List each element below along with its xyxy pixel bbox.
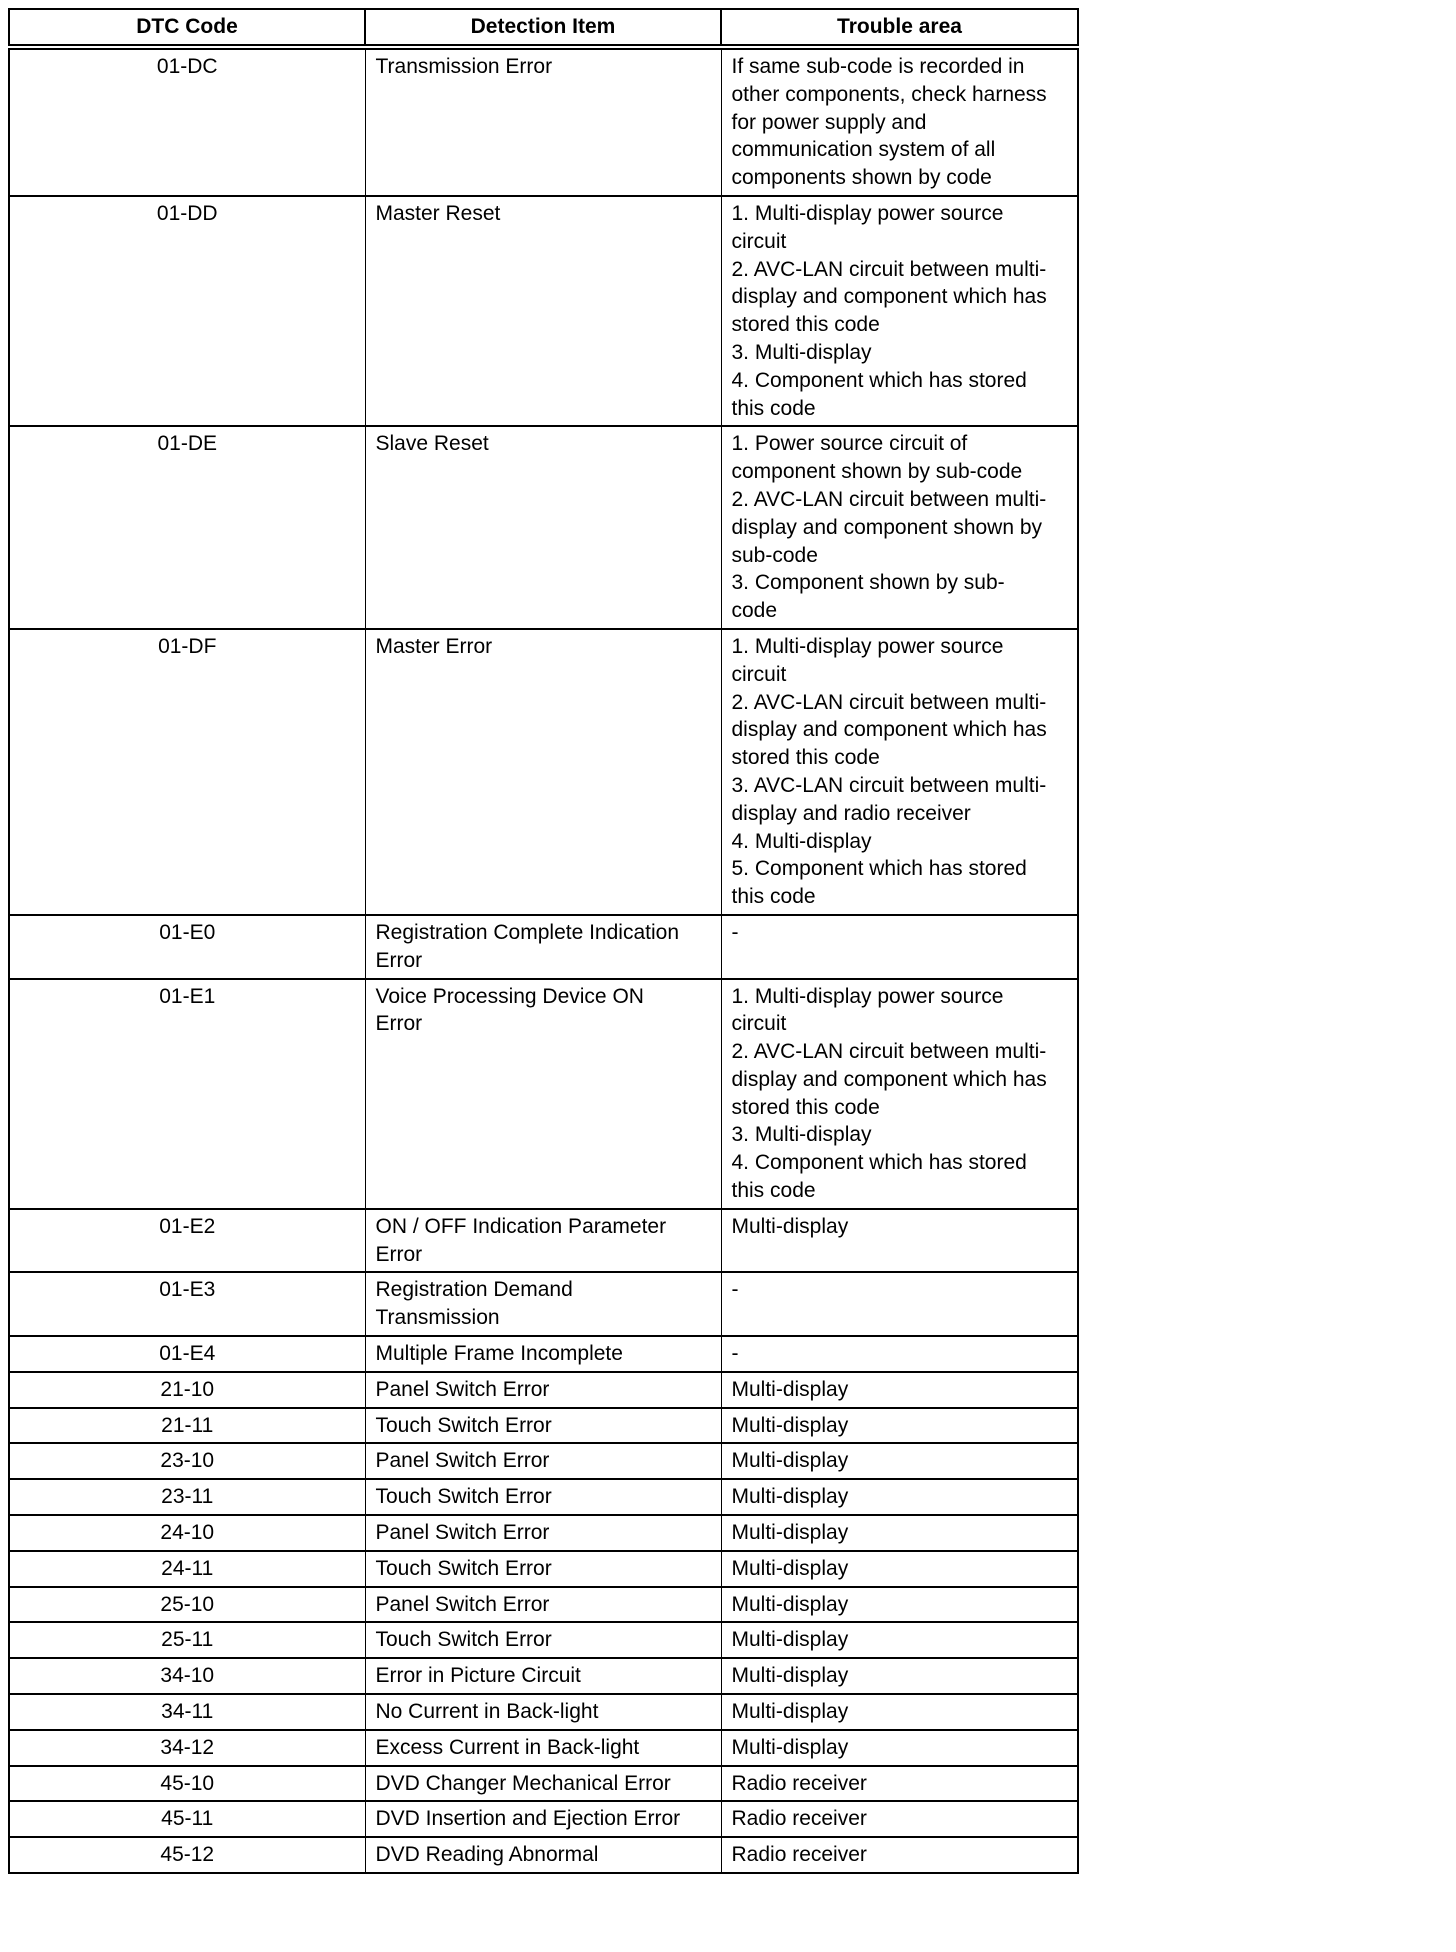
dtc-code-cell: 34-10 (9, 1658, 365, 1694)
table-row (9, 1801, 1078, 1837)
detection-item-cell: DVD Insertion and Ejection Error (365, 1801, 721, 1837)
dtc-code-cell: 34-11 (9, 1694, 365, 1730)
trouble-area-cell: - (721, 915, 1078, 979)
dtc-code-cell: 01-DD (9, 196, 365, 426)
dtc-code-cell: 01-E3 (9, 1272, 365, 1336)
table-row (9, 1272, 1078, 1336)
table-row (9, 1515, 1078, 1551)
trouble-area-cell: 1. Multi-display power source circuit 2. AVC-LAN circuit between multi- display and component which has stored this code 3. Multi-display 4. Component which has stored this code (721, 196, 1078, 426)
dtc-code-cell: 45-10 (9, 1766, 365, 1802)
dtc-code-cell: 45-11 (9, 1801, 365, 1837)
table-row (9, 629, 1078, 915)
trouble-area-cell: Multi-display (721, 1694, 1078, 1730)
detection-item-cell: Transmission Error (365, 47, 721, 196)
dtc-table (8, 8, 1079, 1874)
trouble-area-cell: Multi-display (721, 1443, 1078, 1479)
dtc-code-cell: 34-12 (9, 1730, 365, 1766)
detection-item-cell: Panel Switch Error (365, 1443, 721, 1479)
dtc-code-cell: 24-11 (9, 1551, 365, 1587)
dtc-code-cell: 45-12 (9, 1837, 365, 1873)
detection-item-cell: DVD Reading Abnormal (365, 1837, 721, 1873)
detection-item-cell: No Current in Back-light (365, 1694, 721, 1730)
table-row (9, 1443, 1078, 1479)
detection-item-cell: Touch Switch Error (365, 1622, 721, 1658)
trouble-area-cell: Radio receiver (721, 1801, 1078, 1837)
detection-item-cell: Touch Switch Error (365, 1479, 721, 1515)
dtc-code-cell: 24-10 (9, 1515, 365, 1551)
table-row (9, 1408, 1078, 1444)
detection-item-cell: Registration Complete Indication Error (365, 915, 721, 979)
dtc-code-cell: 25-10 (9, 1587, 365, 1623)
dtc-code-cell: 21-10 (9, 1372, 365, 1408)
table-row (9, 1587, 1078, 1623)
header-dtc-code: DTC Code (9, 9, 365, 47)
table-row (9, 915, 1078, 979)
table-row (9, 1372, 1078, 1408)
table-row (9, 1209, 1078, 1273)
table-row (9, 1694, 1078, 1730)
detection-item-cell: Panel Switch Error (365, 1372, 721, 1408)
detection-item-cell: Master Error (365, 629, 721, 915)
trouble-area-cell: Multi-display (721, 1479, 1078, 1515)
detection-item-cell: Multiple Frame Incomplete (365, 1336, 721, 1372)
detection-item-cell: Master Reset (365, 196, 721, 426)
trouble-area-cell: - (721, 1272, 1078, 1336)
dtc-code-cell: 01-DF (9, 629, 365, 915)
dtc-code-cell: 01-E0 (9, 915, 365, 979)
dtc-code-cell: 01-E2 (9, 1209, 365, 1273)
table-row (9, 1837, 1078, 1873)
detection-item-cell: Touch Switch Error (365, 1551, 721, 1587)
dtc-code-cell: 21-11 (9, 1408, 365, 1444)
detection-item-cell: Panel Switch Error (365, 1587, 721, 1623)
trouble-area-cell: Multi-display (721, 1658, 1078, 1694)
trouble-area-cell: 1. Multi-display power source circuit 2. AVC-LAN circuit between multi- display and component which has stored this code 3. AVC-LAN circuit between multi- display and radio receiver 4. Multi-display 5. Component which has stored this code (721, 629, 1078, 915)
header-row (9, 9, 1078, 47)
header-trouble-area: Trouble area (721, 9, 1078, 47)
table-row (9, 1551, 1078, 1587)
table-row (9, 1479, 1078, 1515)
trouble-area-cell: Multi-display (721, 1515, 1078, 1551)
trouble-area-cell: Radio receiver (721, 1766, 1078, 1802)
trouble-area-cell: If same sub-code is recorded in other components, check harness for power supply and communication system of all components shown by code (721, 47, 1078, 196)
detection-item-cell: Slave Reset (365, 426, 721, 629)
trouble-area-cell: Multi-display (721, 1408, 1078, 1444)
dtc-code-cell: 01-E1 (9, 979, 365, 1209)
table-row (9, 979, 1078, 1209)
dtc-code-cell: 01-DC (9, 47, 365, 196)
table-row (9, 196, 1078, 426)
detection-item-cell: Excess Current in Back-light (365, 1730, 721, 1766)
trouble-area-cell: 1. Multi-display power source circuit 2. AVC-LAN circuit between multi- display and component which has stored this code 3. Multi-display 4. Component which has stored this code (721, 979, 1078, 1209)
trouble-area-cell: 1. Power source circuit of component shown by sub-code 2. AVC-LAN circuit between multi- display and component shown by sub-code 3. Component shown by sub- code (721, 426, 1078, 629)
trouble-area-cell: - (721, 1336, 1078, 1372)
detection-item-cell: Touch Switch Error (365, 1408, 721, 1444)
table-row (9, 47, 1078, 196)
trouble-area-cell: Multi-display (721, 1587, 1078, 1623)
table-row (9, 1766, 1078, 1802)
table-body (9, 47, 1078, 1873)
detection-item-cell: Voice Processing Device ON Error (365, 979, 721, 1209)
table-row (9, 426, 1078, 629)
table-row (9, 1658, 1078, 1694)
dtc-code-cell: 01-E4 (9, 1336, 365, 1372)
trouble-area-cell: Multi-display (721, 1730, 1078, 1766)
detection-item-cell: Panel Switch Error (365, 1515, 721, 1551)
detection-item-cell: ON / OFF Indication Parameter Error (365, 1209, 721, 1273)
table-header (9, 9, 1078, 47)
trouble-area-cell: Multi-display (721, 1372, 1078, 1408)
dtc-code-cell: 23-10 (9, 1443, 365, 1479)
trouble-area-cell: Multi-display (721, 1551, 1078, 1587)
table-row (9, 1336, 1078, 1372)
trouble-area-cell: Radio receiver (721, 1837, 1078, 1873)
dtc-code-cell: 25-11 (9, 1622, 365, 1658)
table-row (9, 1730, 1078, 1766)
trouble-area-cell: Multi-display (721, 1209, 1078, 1273)
header-detection-item: Detection Item (365, 9, 721, 47)
dtc-code-cell: 23-11 (9, 1479, 365, 1515)
table-row (9, 1622, 1078, 1658)
trouble-area-cell: Multi-display (721, 1622, 1078, 1658)
detection-item-cell: Error in Picture Circuit (365, 1658, 721, 1694)
detection-item-cell: Registration Demand Transmission (365, 1272, 721, 1336)
detection-item-cell: DVD Changer Mechanical Error (365, 1766, 721, 1802)
dtc-code-cell: 01-DE (9, 426, 365, 629)
